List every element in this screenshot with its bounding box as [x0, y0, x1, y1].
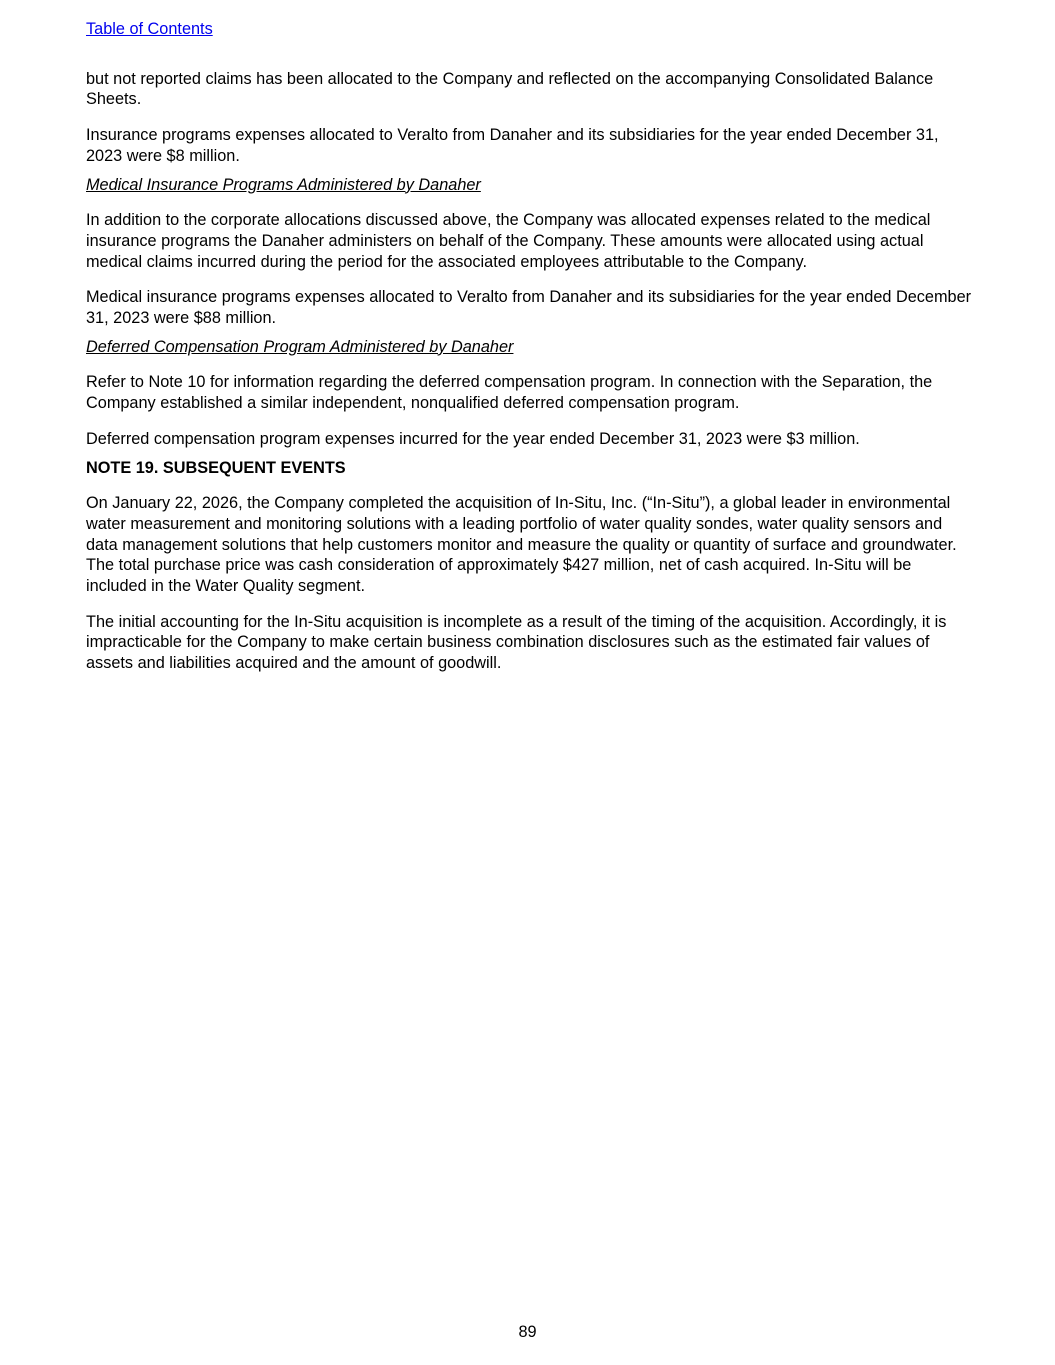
paragraph-medical-expenses: Medical insurance programs expenses allocated to Veralto from Danaher and its subsidiaries for the year ended December 31, 2023 were $88 million.	[86, 288, 972, 328]
subheading-deferred-compensation: Deferred Compensation Program Administered by Danaher	[86, 337, 514, 356]
paragraph-deferred-expenses: Deferred compensation program expenses incurred for the year ended December 31, 2023 were $3 million.	[86, 429, 860, 448]
paragraph-medical-allocations: In addition to the corporate allocations discussed above, the Company was allocated expenses related to the medical insurance programs the Danaher administers on behalf of the Company. These amounts were allocated using actual medical claims incurred during the period for the associated employees attributable to the Company.	[86, 211, 931, 271]
paragraph-ibnr-claims: but not reported claims has been allocated to the Company and reflected on the accompanying Consolidated Balance Sheets.	[86, 69, 934, 109]
paragraph-insurance-expenses: Insurance programs expenses allocated to Veralto from Danaher and its subsidiaries for the year ended December 31, 2023 were $8 million.	[86, 126, 939, 165]
note-19-heading: NOTE 19. SUBSEQUENT EVENTS	[86, 458, 346, 477]
paragraph-initial-accounting: The initial accounting for the In-Situ acquisition is incomplete as a result of the timing of the acquisition. Accordingly, it is impracticable for the Company to make certain business combination disclosures such as the estimated fair values of assets and liabilities acquired and the amount of goodwill.	[86, 612, 947, 673]
paragraph-in-situ-acquisition: On January 22, 2026, the Company completed the acquisition of In-Situ, Inc. (“In-Situ”), a global leader in environmental water measurement and monitoring solutions with a leading portfolio of water quality sondes, water quality sensors and data management solutions that help customers monitor and measure the quality or quantity of surface and groundwater. The total purchase price was cash consideration of approximately $427 million, net of cash acquired. In-Situ will be included in the Water Quality segment.	[86, 494, 957, 596]
table-of-contents-link[interactable]: Table of Contents	[86, 20, 213, 38]
paragraph-deferred-program: Refer to Note 10 for information regarding the deferred compensation program. In connection with the Separation, the Company established a similar independent, nonqualified deferred compensation program.	[86, 373, 933, 413]
subheading-medical-insurance: Medical Insurance Programs Administered by Danaher	[86, 175, 481, 194]
document-page	[86, 19, 974, 689]
page-number: 89	[518, 1323, 537, 1341]
